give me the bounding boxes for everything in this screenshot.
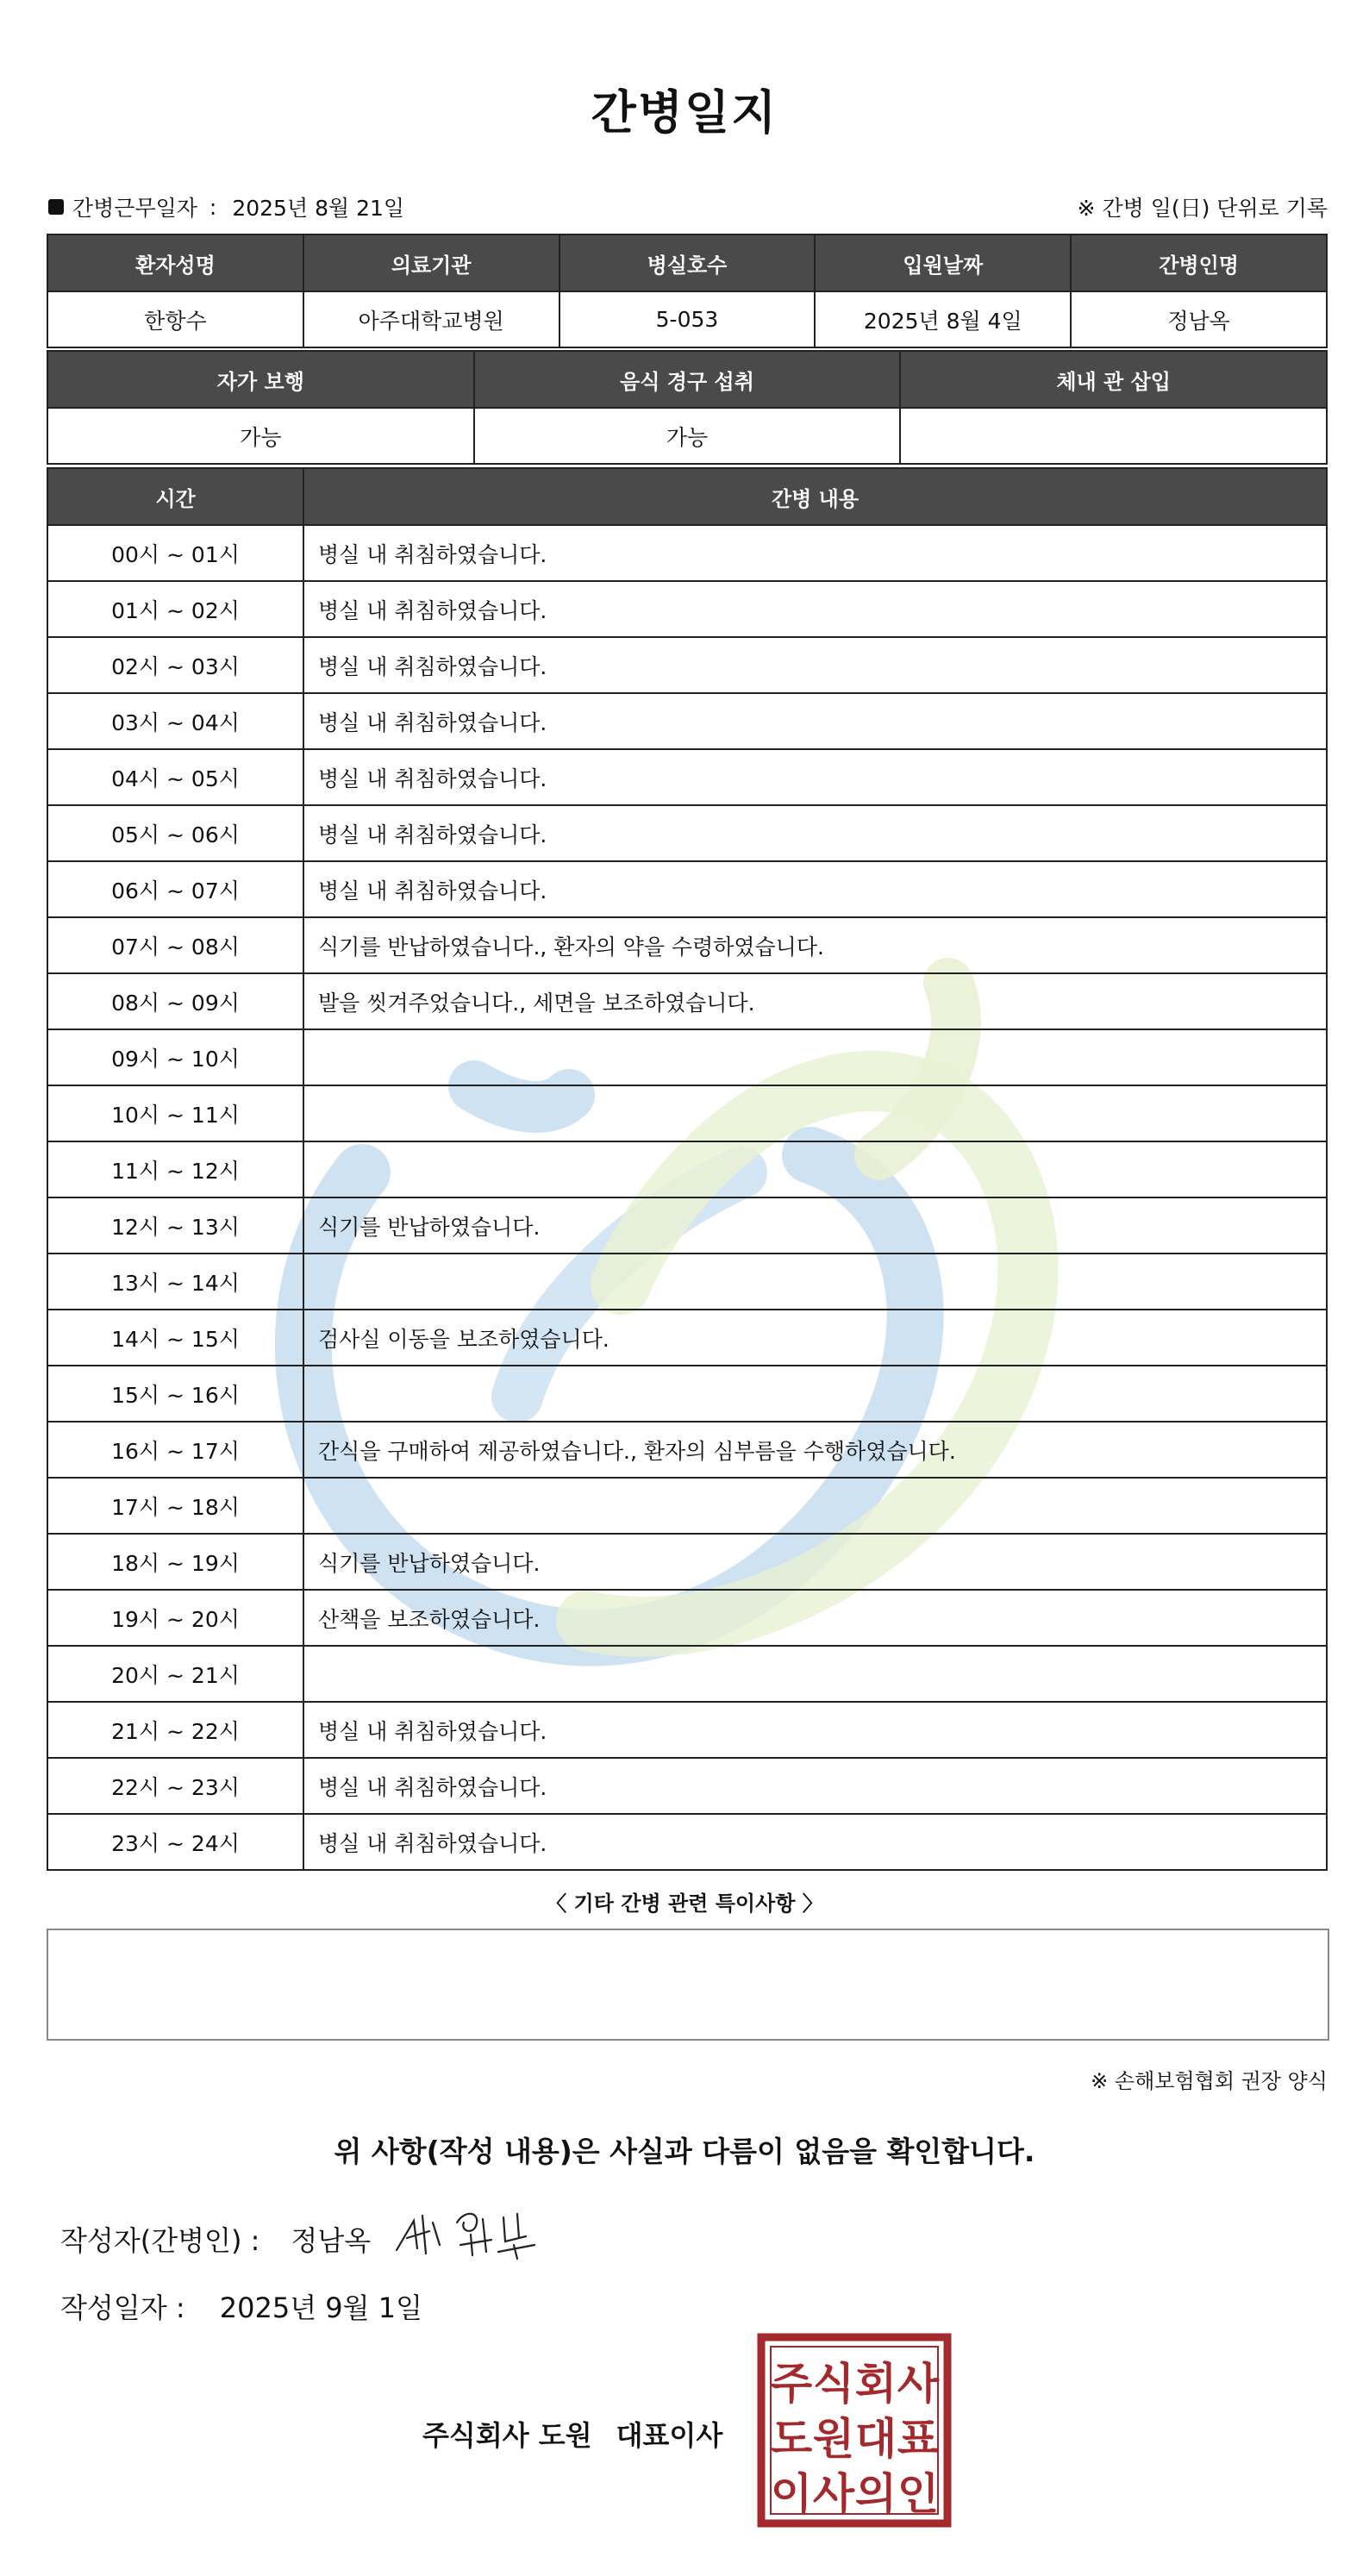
log-row: [47, 917, 1327, 973]
form-note: ※ 손해보험협회 권장 양식: [1091, 2069, 1328, 2093]
log-row: [47, 1758, 1327, 1814]
log-time: 23시 ~ 24시: [47, 1814, 303, 1870]
tube-insertion-value: [900, 408, 1327, 464]
log-time: 15시 ~ 16시: [47, 1366, 303, 1422]
log-content: 식기를 반납하였습니다.: [303, 1534, 1327, 1590]
log-row: [47, 637, 1327, 693]
caregiver-name: 정남옥: [1071, 291, 1327, 347]
log-row: [47, 1085, 1327, 1141]
log-content: [303, 1029, 1327, 1085]
log-time: 08시 ~ 09시: [47, 973, 303, 1029]
confirmation-statement: 위 사항(작성 내용)은 사실과 다름이 없음을 확인합니다.: [334, 2135, 1035, 2168]
log-time: 19시 ~ 20시: [47, 1590, 303, 1646]
write-date-line: [60, 2286, 422, 2326]
log-time: 20시 ~ 21시: [47, 1646, 303, 1702]
remarks-box: [47, 1929, 1329, 2041]
log-time: 05시 ~ 06시: [47, 805, 303, 861]
write-date-label: 작성일자 :: [60, 2292, 185, 2324]
log-content: 병실 내 취침하였습니다.: [303, 637, 1327, 693]
log-content: 병실 내 취침하였습니다.: [303, 693, 1327, 749]
log-time: 04시 ~ 05시: [47, 749, 303, 805]
hospital-name: 아주대학교병원: [303, 291, 559, 347]
handwritten-signature: [388, 2197, 552, 2266]
work-date-label: 간병근무일자: [72, 196, 197, 221]
log-time: 12시 ~ 13시: [47, 1197, 303, 1254]
log-content: [303, 1478, 1327, 1534]
stamp-char: 인: [897, 2469, 940, 2519]
log-time: 03시 ~ 04시: [47, 693, 303, 749]
admission-date: 2025년 8월 4일: [815, 291, 1071, 347]
log-content: [303, 1646, 1327, 1702]
log-time: 02시 ~ 03시: [47, 637, 303, 693]
log-row: [47, 973, 1327, 1029]
log-time: 09시 ~ 10시: [47, 1029, 303, 1085]
header-tube-insertion: 체내 관 삽입: [900, 351, 1327, 408]
stamp-char: 의: [854, 2469, 897, 2519]
remarks-title: 〈 기타 간병 관련 특이사항 〉: [546, 1891, 823, 1916]
log-row: [47, 693, 1327, 749]
log-content: 병실 내 취침하였습니다.: [303, 1702, 1327, 1758]
header-caregiver: 간병인명: [1071, 234, 1327, 291]
header-oral-intake: 음식 경구 섭취: [474, 351, 901, 408]
log-time: 16시 ~ 17시: [47, 1422, 303, 1478]
header-admission-date: 입원날짜: [815, 234, 1071, 291]
patient-ability-table: [47, 350, 1328, 465]
log-content: [303, 1254, 1327, 1310]
company-representative: 대표이사: [616, 2419, 723, 2452]
log-content: 병실 내 취침하였습니다.: [303, 805, 1327, 861]
log-time: 13시 ~ 14시: [47, 1254, 303, 1310]
header-room: 병실호수: [559, 234, 816, 291]
log-time: 11시 ~ 12시: [47, 1141, 303, 1197]
log-content: 병실 내 취침하였습니다.: [303, 749, 1327, 805]
log-content: 식기를 반납하였습니다., 환자의 약을 수령하였습니다.: [303, 917, 1327, 973]
log-row: [47, 1702, 1327, 1758]
log-content: 검사실 이동을 보조하였습니다.: [303, 1310, 1327, 1366]
log-row: [47, 1197, 1327, 1254]
log-content: 병실 내 취침하였습니다.: [303, 525, 1327, 581]
log-content: 병실 내 취침하였습니다.: [303, 1814, 1327, 1870]
log-row: [47, 1141, 1327, 1197]
log-row: [47, 1590, 1327, 1646]
work-date-separator: :: [209, 194, 217, 220]
header-self-walking: 자가 보행: [47, 351, 474, 408]
log-row: [47, 749, 1327, 805]
log-time: 18시 ~ 19시: [47, 1534, 303, 1590]
log-content: [303, 1141, 1327, 1197]
stamp-char: 이: [770, 2469, 813, 2519]
log-time: 10시 ~ 11시: [47, 1085, 303, 1141]
stamp-char: 식: [812, 2359, 855, 2409]
square-bullet-icon: [48, 199, 64, 215]
stamp-char: 주: [770, 2359, 813, 2409]
patient-info-table: [47, 234, 1328, 348]
writer-label: 작성자(간병인) :: [60, 2224, 260, 2257]
company-name: 주식회사 도원: [422, 2419, 592, 2452]
log-row: [47, 1254, 1327, 1310]
log-content: [303, 1085, 1327, 1141]
log-content: 발을 씻겨주었습니다., 세면을 보조하였습니다.: [303, 973, 1327, 1029]
company-line: [422, 2414, 722, 2454]
document-title: 간병일지: [591, 85, 778, 140]
header-hospital: 의료기관: [303, 234, 559, 291]
log-row: [47, 1029, 1327, 1085]
log-row: [47, 1366, 1327, 1422]
log-content: 간식을 구매하여 제공하였습니다., 환자의 심부름을 수행하였습니다.: [303, 1422, 1327, 1478]
stamp-char: 원: [812, 2414, 855, 2464]
stamp-char: 회: [854, 2359, 897, 2409]
log-row: [47, 581, 1327, 637]
log-time: 01시 ~ 02시: [47, 581, 303, 637]
header-care-content: 간병 내용: [303, 468, 1327, 525]
room-number: 5-053: [559, 291, 816, 347]
log-time: 06시 ~ 07시: [47, 861, 303, 917]
unit-note: ※ 간병 일(日) 단위로 기록: [1077, 196, 1328, 221]
stamp-char: 표: [897, 2414, 940, 2464]
log-row: [47, 861, 1327, 917]
log-content: 산책을 보조하였습니다.: [303, 1590, 1327, 1646]
writer-name: 정남옥: [291, 2224, 372, 2257]
care-log-table: [47, 467, 1328, 1871]
write-date-value: 2025년 9월 1일: [219, 2292, 423, 2324]
log-content: 병실 내 취침하였습니다.: [303, 581, 1327, 637]
stamp-char: 대: [854, 2414, 897, 2464]
oral-intake-value: 가능: [474, 408, 901, 464]
log-row: [47, 1814, 1327, 1870]
log-time: 00시 ~ 01시: [47, 525, 303, 581]
writer-line: [60, 2219, 371, 2259]
header-time: 시간: [47, 468, 303, 525]
patient-name: 한항수: [47, 291, 303, 347]
log-content: [303, 1366, 1327, 1422]
log-row: [47, 1310, 1327, 1366]
company-seal-stamp: [757, 2333, 952, 2528]
log-row: [47, 805, 1327, 861]
log-row: [47, 1646, 1327, 1702]
log-content: 병실 내 취침하였습니다.: [303, 1758, 1327, 1814]
log-content: 병실 내 취침하였습니다.: [303, 861, 1327, 917]
log-time: 14시 ~ 15시: [47, 1310, 303, 1366]
log-row: [47, 1478, 1327, 1534]
self-walking-value: 가능: [47, 408, 474, 464]
work-date: [48, 191, 404, 222]
stamp-char: 사: [812, 2469, 855, 2519]
log-row: [47, 1422, 1327, 1478]
log-row: [47, 525, 1327, 581]
log-time: 17시 ~ 18시: [47, 1478, 303, 1534]
log-content: 식기를 반납하였습니다.: [303, 1197, 1327, 1254]
log-time: 21시 ~ 22시: [47, 1702, 303, 1758]
log-time: 22시 ~ 23시: [47, 1758, 303, 1814]
header-patient-name: 환자성명: [47, 234, 303, 291]
stamp-char: 도: [770, 2414, 813, 2464]
work-date-value: 2025년 8월 21일: [232, 196, 405, 221]
log-row: [47, 1534, 1327, 1590]
log-time: 07시 ~ 08시: [47, 917, 303, 973]
stamp-char: 사: [897, 2359, 940, 2409]
